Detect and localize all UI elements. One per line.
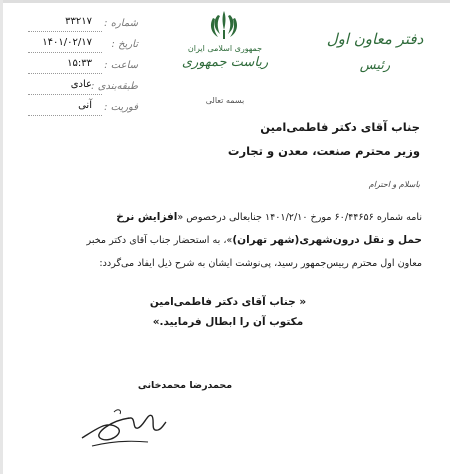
letter-meta: [28, 16, 138, 121]
date-dotted-line: [28, 52, 102, 53]
meta-urgency: [28, 100, 138, 118]
time-dotted-line: [28, 73, 102, 74]
meta-time: [28, 58, 138, 76]
office-title: دفتر معاون اول: [326, 30, 424, 48]
meta-number: [28, 16, 138, 34]
urgency-dotted-line: [28, 115, 102, 116]
time-label: ساعت :: [104, 60, 138, 71]
recipient-block: [120, 120, 420, 168]
header-presidency: ریاست جمهوری: [181, 55, 269, 70]
date-value: ۱۴۰۱/۰۲/۱۷: [42, 37, 92, 48]
number-value: ۳۳۲۱۷: [65, 16, 92, 27]
number-label: شماره :: [104, 18, 138, 29]
urgency-label: فوریت :: [104, 102, 138, 113]
quote-line-1: « جناب آقای دکتر فاطمی‌امین: [149, 296, 307, 308]
number-dotted-line: [28, 31, 102, 32]
time-value: ۱۵:۳۳: [67, 58, 92, 69]
body-line-2-text: »، به استحضار جناب آقای دکتر مخبر: [86, 235, 233, 246]
left-border: [0, 0, 3, 474]
classification-label: طبقه‌بندی :: [91, 81, 138, 92]
body-line-2-bold: حمل و نقل درون‌شهری(شهر تهران): [232, 234, 422, 246]
recipient-title: وزیر محترم صنعت، معدن و تجارت: [227, 144, 420, 158]
salutation: باسلام و احترام: [368, 180, 420, 189]
quote-line-2: مکتوب آن را ابطال فرمایید.»: [152, 316, 304, 328]
date-label: تاریخ :: [111, 39, 138, 50]
meta-date: [28, 37, 138, 55]
header-country: جمهوری اسلامی ایران: [187, 44, 263, 53]
body-line-3: معاون اول محترم رییس‌جمهور رسید، پی‌نوشت ایشان به شرح ذیل ایفاد می‌گردد:: [99, 258, 422, 269]
bismillah: بسمه تعالی: [205, 96, 245, 105]
body-line-1-bold: افزایش نرخ: [116, 211, 178, 223]
classification-value: عادی: [70, 79, 92, 90]
classification-dotted-line: [28, 94, 102, 95]
recipient-name: جناب آقای دکتر فاطمی‌امین: [260, 120, 420, 134]
office-subtitle: رئیس: [359, 58, 391, 73]
body-line-1: [30, 206, 422, 229]
urgency-value: آنی: [78, 100, 92, 111]
signer-name: محمدرضا محمدخانی: [137, 380, 233, 391]
top-border: [0, 0, 450, 3]
body-line-1-text: نامه شماره ۶۰/۴۴۶۵۶ مورخ ۱۴۰۱/۲/۱۰ جنابعالی درخصوص «: [177, 212, 422, 223]
quoted-note: [78, 296, 378, 336]
letter-body: [30, 206, 422, 275]
meta-classification: [28, 79, 138, 97]
body-line-2: [30, 229, 422, 252]
iran-emblem-icon: [207, 8, 241, 42]
signature-icon: [78, 398, 168, 453]
